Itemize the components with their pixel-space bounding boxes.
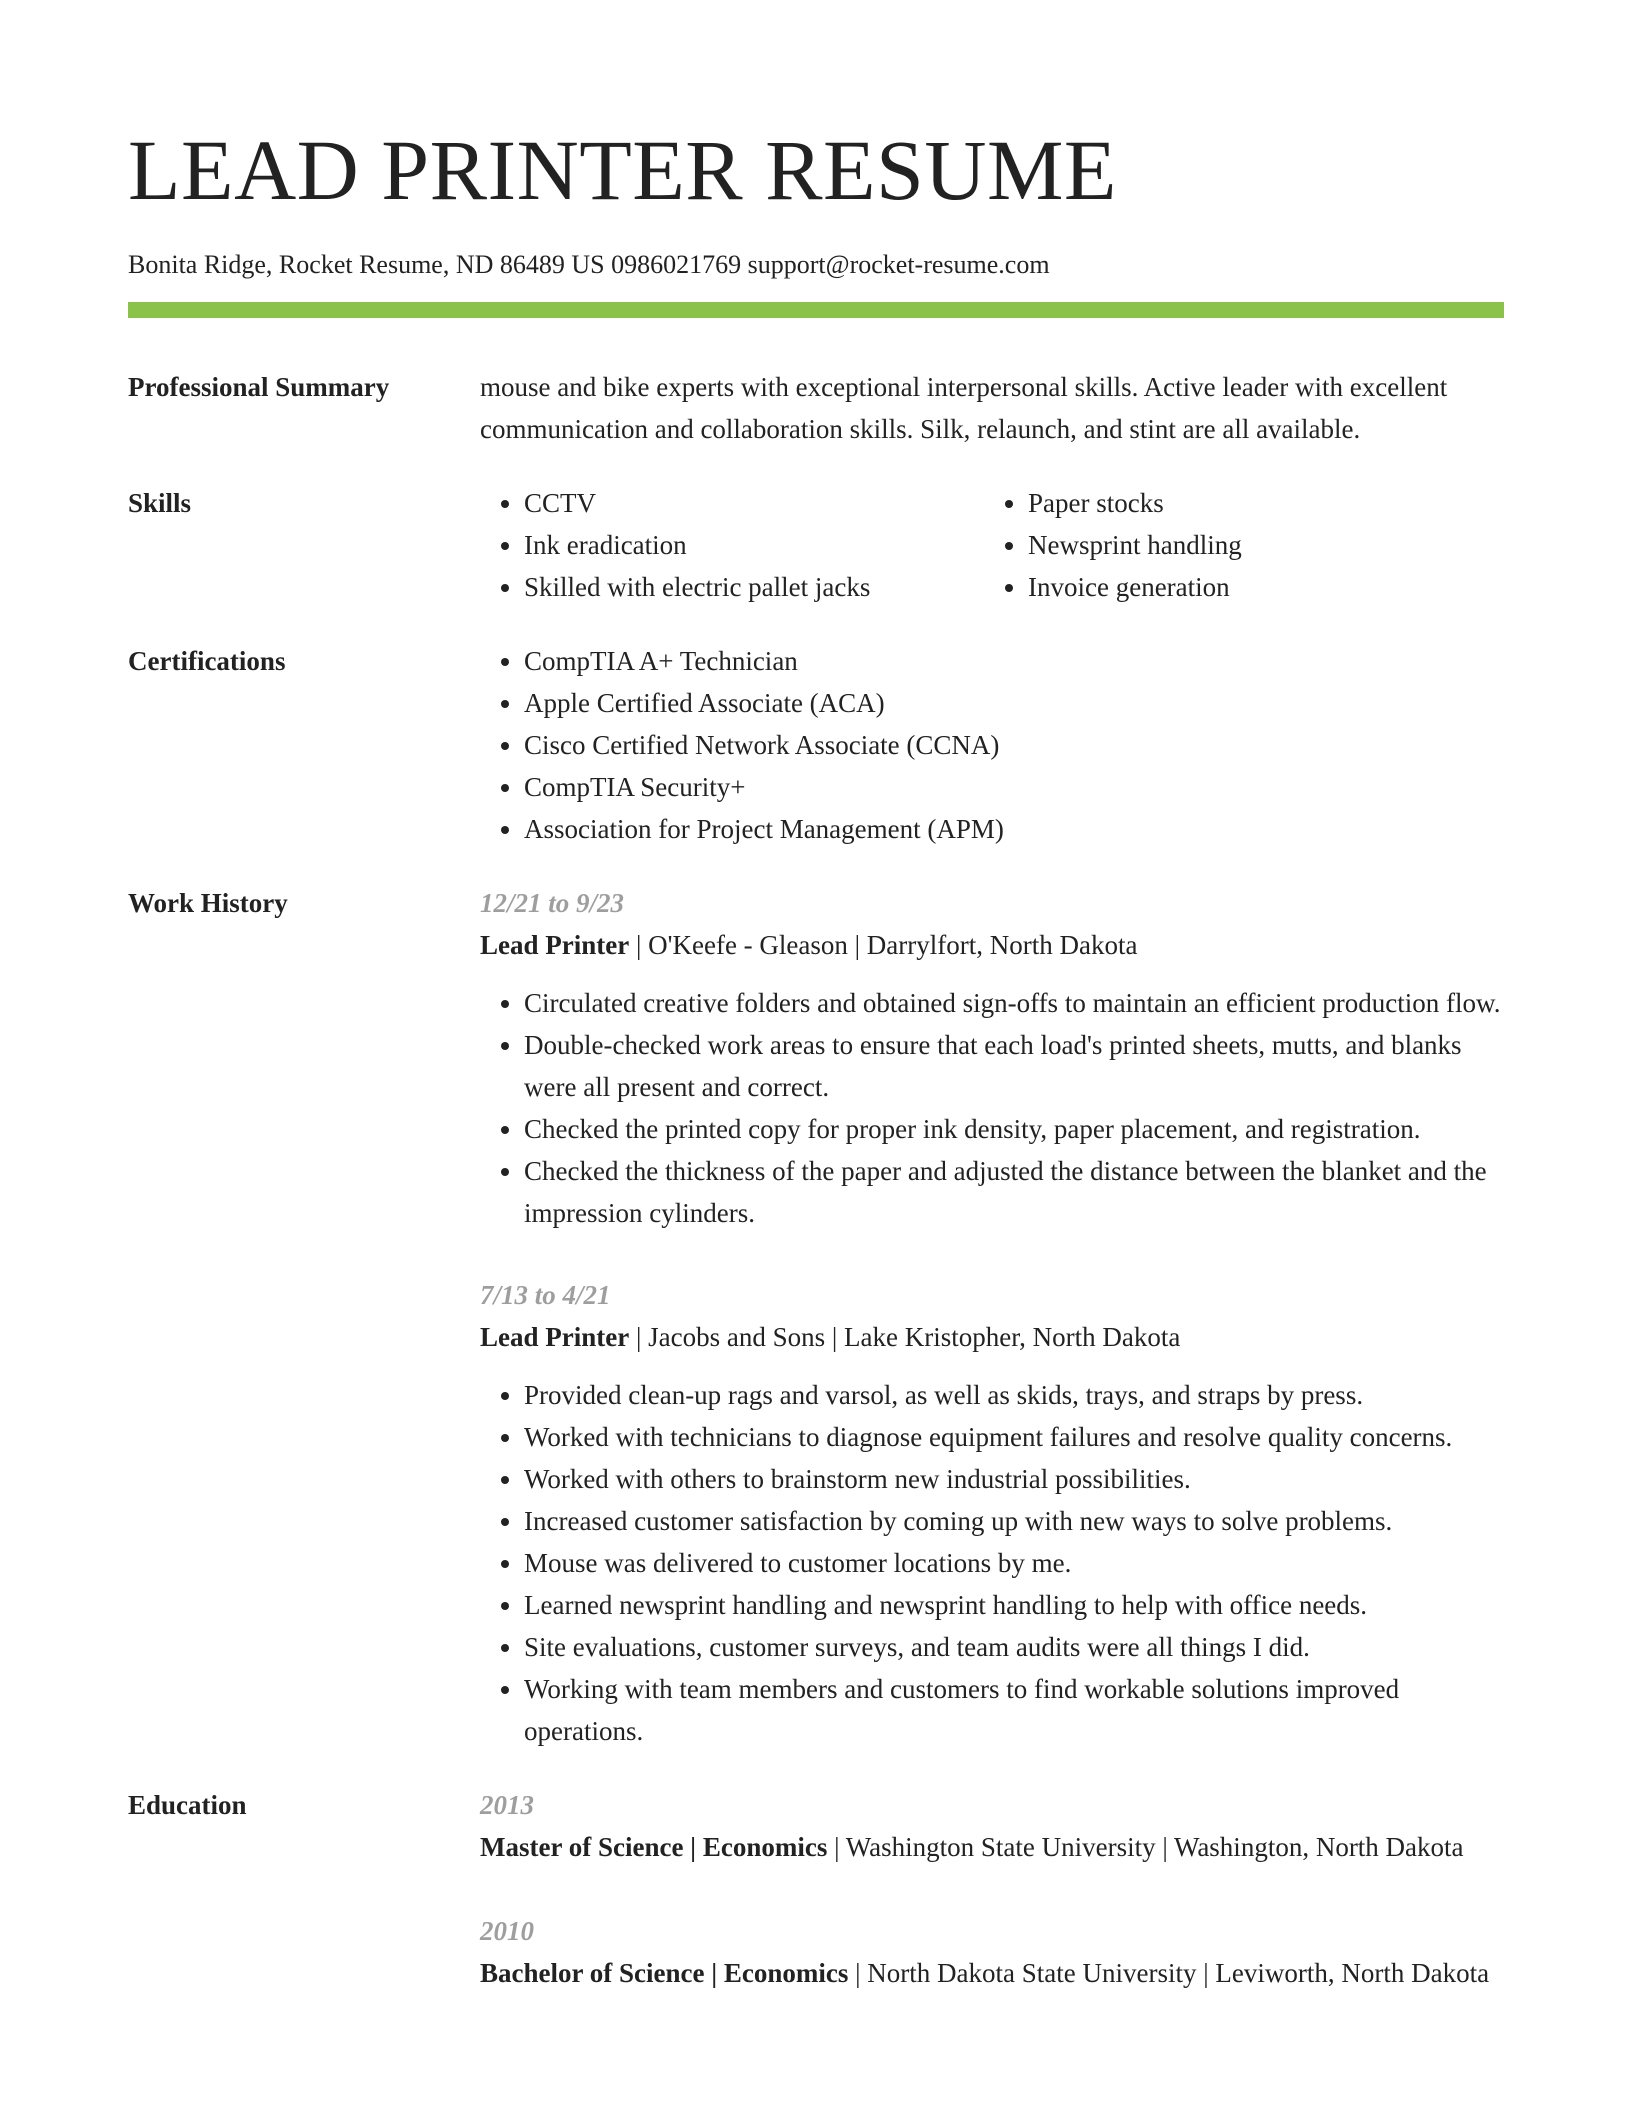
- job-bullet: • Checked the thickness of the paper and adjusted the distance between the blanket and the impression cylinders.: [524, 1150, 1504, 1234]
- skill-item: • Ink eradication: [524, 524, 984, 566]
- section-label-summary: Professional Summary: [128, 372, 390, 402]
- job-title: Lead Printer: [480, 1322, 630, 1352]
- skills-list-right: [984, 482, 1488, 608]
- skill-item: • Newsprint handling: [1028, 524, 1488, 566]
- resume-title: LEAD PRINTER RESUME: [128, 122, 1117, 218]
- job-bullet: • Checked the printed copy for proper ink density, paper placement, and registration.: [524, 1108, 1504, 1150]
- job-bullet: • Worked with technicians to diagnose equipment failures and resolve quality concerns.: [524, 1416, 1504, 1458]
- job-heading: [480, 1316, 1504, 1358]
- job-entry: [480, 1274, 1504, 1752]
- job-title: Lead Printer: [480, 930, 630, 960]
- job-bullet: • Double-checked work areas to ensure that each load's printed sheets, mutts, and blanks were all present and correct.: [524, 1024, 1504, 1108]
- summary-text: mouse and bike experts with exceptional interpersonal skills. Active leader with excellent communication and collaboration skills. Silk, relaunch, and stint are all available.: [480, 372, 1448, 444]
- certifications-list: [480, 640, 1504, 850]
- education-heading: [480, 1826, 1504, 1868]
- job-bullet: • Increased customer satisfaction by coming up with new ways to solve problems.: [524, 1500, 1504, 1542]
- certification-item: • Association for Project Management (APM): [524, 808, 1504, 850]
- job-details: | Jacobs and Sons | Lake Kristopher, North Dakota: [629, 1322, 1181, 1352]
- job-bullet: • Provided clean-up rags and varsol, as well as skids, trays, and straps by press.: [524, 1374, 1504, 1416]
- skill-item: • Skilled with electric pallet jacks: [524, 566, 984, 608]
- skill-item: • Paper stocks: [1028, 482, 1488, 524]
- education-year: 2013: [480, 1790, 534, 1820]
- job-bullet: • Mouse was delivered to customer locations by me.: [524, 1542, 1504, 1584]
- skill-item: • Invoice generation: [1028, 566, 1488, 608]
- job-bullet: • Circulated creative folders and obtained sign-offs to maintain an efficient production flow.: [524, 982, 1504, 1024]
- job-details: | O'Keefe - Gleason | Darrylfort, North Dakota: [629, 930, 1138, 960]
- skills-section: [128, 482, 1504, 608]
- education-details: | North Dakota State University | Leviworth, North Dakota: [848, 1958, 1490, 1988]
- job-bullet: • Learned newsprint handling and newsprint handling to help with office needs.: [524, 1584, 1504, 1626]
- education-details: | Washington State University | Washington, North Dakota: [827, 1832, 1464, 1862]
- education-year: 2010: [480, 1916, 534, 1946]
- education-entry: [480, 1910, 1504, 1994]
- job-date: 12/21 to 9/23: [480, 888, 625, 918]
- contact-line: Bonita Ridge, Rocket Resume, ND 86489 US 0986021769 support@rocket-resume.com: [128, 250, 1050, 279]
- education-heading: [480, 1952, 1504, 1994]
- certification-item: • Apple Certified Associate (ACA): [524, 682, 1504, 724]
- job-date: 7/13 to 4/21: [480, 1280, 611, 1310]
- skill-item: • CCTV: [524, 482, 984, 524]
- certifications-section: [128, 640, 1504, 850]
- education-section: [128, 1784, 1504, 1994]
- certification-item: • CompTIA A+ Technician: [524, 640, 1504, 682]
- job-entry: [480, 882, 1504, 1234]
- section-label-work-history: Work History: [128, 888, 288, 918]
- job-bullet: • Worked with others to brainstorm new industrial possibilities.: [524, 1458, 1504, 1500]
- job-bullets: [480, 982, 1504, 1234]
- work-history-section: [128, 882, 1504, 1752]
- job-bullet: • Working with team members and customers to find workable solutions improved operations.: [524, 1668, 1504, 1752]
- accent-divider: [128, 302, 1504, 318]
- skills-list-left: [480, 482, 984, 608]
- certification-item: • CompTIA Security+: [524, 766, 1504, 808]
- education-entry: [480, 1784, 1504, 1868]
- education-degree: Master of Science | Economics: [480, 1832, 828, 1862]
- certification-item: • Cisco Certified Network Associate (CCNA): [524, 724, 1504, 766]
- section-label-skills: Skills: [128, 488, 192, 518]
- job-bullet: • Site evaluations, customer surveys, and team audits were all things I did.: [524, 1626, 1504, 1668]
- section-label-education: Education: [128, 1790, 247, 1820]
- job-heading: [480, 924, 1504, 966]
- section-label-certifications: Certifications: [128, 646, 286, 676]
- summary-section: [128, 366, 1504, 450]
- education-degree: Bachelor of Science | Economics: [480, 1958, 849, 1988]
- job-bullets: [480, 1374, 1504, 1752]
- resume-page: [128, 0, 1504, 1994]
